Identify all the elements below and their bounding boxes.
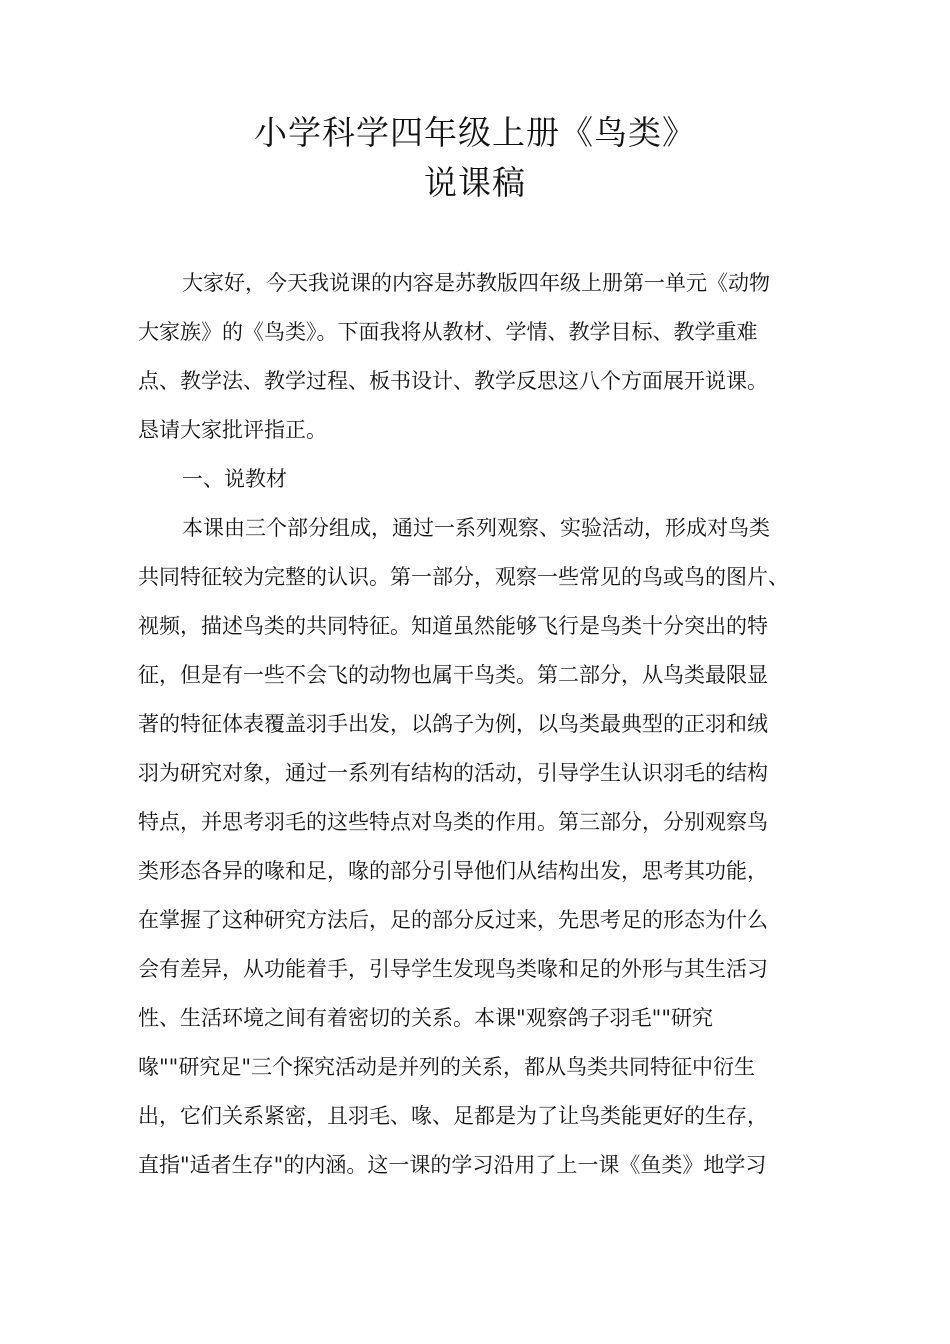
body-text-line: 视频，描述鸟类的共同特征。知道虽然能够飞行是鸟类十分突出的特: [138, 614, 768, 638]
body-text-line: 会有差异，从功能着手，引导学生发现鸟类喙和足的外形与其生活习: [138, 957, 768, 981]
body-text-line: 征，但是有一些不会飞的动物也属干鸟类。第二部分，从鸟类最限显: [138, 663, 768, 687]
body-text-line: 性、生活环境之间有着密切的关系。本课"观察鸽子羽毛""研究: [138, 1006, 713, 1030]
title-line-sub: 说课稿: [424, 163, 526, 202]
document-title: [0, 108, 950, 208]
body-text-line: 类形态各异的喙和足，喙的部分引导他们从结构出发，思考其功能，: [138, 859, 768, 883]
body-text-line: 出，它们关系紧密，且羽毛、喙、足都是为了让鸟类能更好的生存，: [138, 1104, 768, 1128]
body-text-line: 特点，并思考羽毛的这些特点对鸟类的作用。第三部分，分别观察鸟: [138, 810, 768, 834]
body-text-line: 大家族》的《鸟类》。下面我将从教材、学情、教学目标、教学重难: [138, 320, 758, 344]
document-body: [138, 265, 822, 1196]
body-text-line: 喙""研究足"三个探究活动是并列的关系，都从鸟类共同特征中衍生: [138, 1055, 755, 1079]
body-text-line: 本课由三个部分组成，通过一系列观察、实验活动，形成对鸟类: [182, 516, 770, 540]
body-text-line: 羽为研究对象，通过一系列有结构的活动，引导学生认识羽毛的结构: [138, 761, 768, 785]
body-text-line: 点、教学法、教学过程、板书设计、教学反思这八个方面展开说课。: [138, 369, 768, 393]
body-text-line: 一、说教材: [182, 467, 287, 491]
body-text-line: 恳请大家批评指正。: [138, 418, 327, 442]
body-text-line: 大家好，今天我说课的内容是苏教版四年级上册第一单元《动物: [182, 271, 770, 295]
title-line-main: 小学科学四年级上册《鸟类》: [254, 113, 696, 152]
body-text-line: 直指"适者生存"的内涵。这一课的学习沿用了上一课《鱼类》地学习: [138, 1153, 767, 1177]
body-text-line: 共同特征较为完整的认识。第一部分，观察一些常见的鸟或鸟的图片、: [138, 565, 789, 589]
body-text-line: 著的特征体表覆盖羽手出发，以鸽子为例，以鸟类最典型的正羽和绒: [138, 712, 768, 736]
body-text-line: 在掌握了这种研究方法后，足的部分反过来，先思考足的形态为什么: [138, 908, 768, 932]
